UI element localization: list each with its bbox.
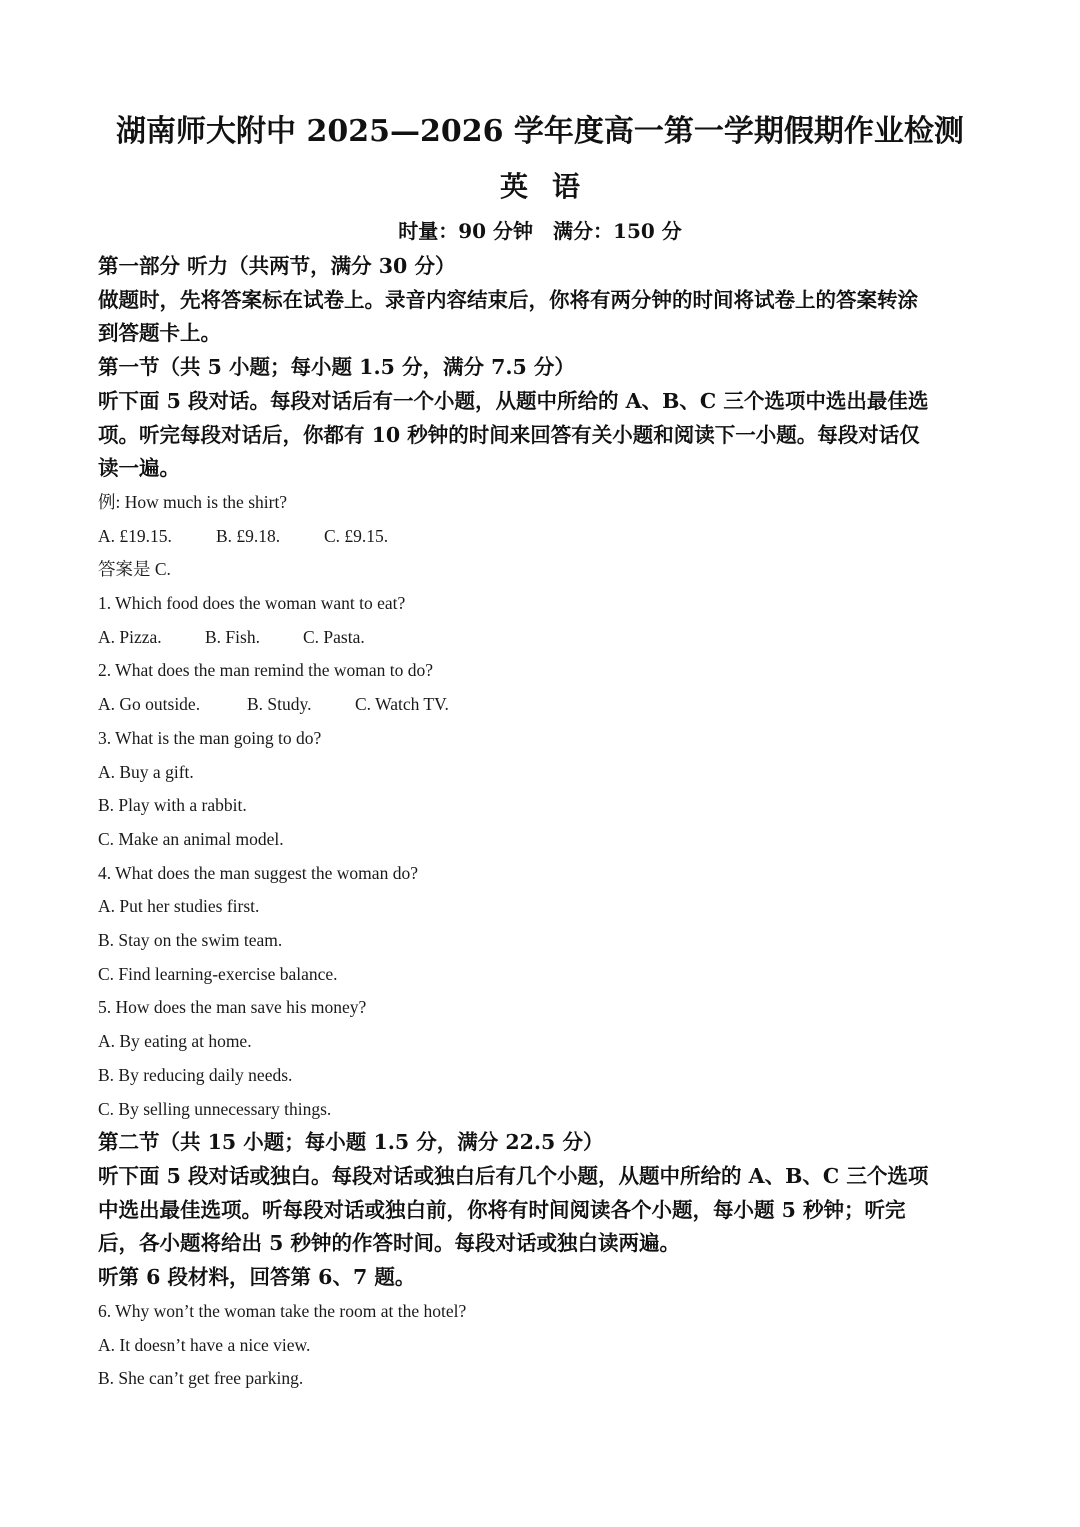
section2-instructions [98, 1160, 978, 1261]
instruction-line: 读一遍。 [98, 456, 180, 481]
instruction-line: 项。听完每段对话后，你都有 10 秒钟的时间来回答有关小题和阅读下一小题。每段对话仅 [98, 422, 920, 447]
example-answer: 答案是 C. [98, 559, 171, 580]
question-4: 4. What does the man suggest the woman do? [98, 862, 418, 883]
option: B. By reducing daily needs. [98, 1064, 293, 1085]
part1-instructions [98, 284, 978, 351]
question-1: 1. Which food does the woman want to eat? [98, 593, 406, 614]
option: C. Find learning-exercise balance. [98, 963, 338, 984]
subject-title: 英语 [499, 170, 604, 203]
instruction-line: 到答题卡上。 [98, 321, 221, 346]
question-3: 3. What is the man going to do? [98, 727, 322, 748]
section2-heading: 第二节（共 15 小题；每小题 1.5 分，满分 22.5 分） [98, 1130, 604, 1155]
option: A. £19.15. [98, 525, 172, 546]
instruction-line: 听下面 5 段对话或独白。每段对话或独白后有几个小题，从题中所给的 A、B、C 三个选项 [98, 1163, 929, 1188]
part1-heading: 第一部分 听力（共两节，满分 30 分） [98, 254, 456, 278]
option: B. Stay on the swim team. [98, 930, 283, 951]
instruction-line: 中选出最佳选项。听每段对话或独白前，你将有时间阅读各个小题，每小题 5 秒钟；听完 [98, 1197, 906, 1222]
option: A. By eating at home. [98, 1031, 252, 1052]
section1-instructions [98, 385, 978, 486]
option: B. Play with a rabbit. [98, 795, 247, 816]
option: B. Fish. [205, 626, 260, 647]
example-options [98, 520, 978, 554]
option: A. Pizza. [98, 626, 162, 647]
option: A. Put her studies first. [98, 896, 260, 917]
option: A. It doesn’t have a nice view. [98, 1334, 311, 1355]
material-heading: 听第 6 段材料，回答第 6、7 题。 [98, 1265, 416, 1290]
question-6: 6. Why won’t the woman take the room at the hotel? [98, 1300, 467, 1321]
option: B. £9.18. [216, 525, 281, 546]
question-2-options [98, 688, 978, 722]
option: A. Buy a gift. [98, 761, 194, 782]
question-1-options [98, 621, 978, 655]
example-question: 例: How much is the shirt? [98, 491, 288, 512]
question-2: 2. What does the man remind the woman to do? [98, 660, 434, 681]
exam-content [98, 250, 978, 1396]
option: B. She can’t get free parking. [98, 1368, 304, 1389]
option: C. Watch TV. [355, 694, 449, 715]
instruction-line: 做题时，先将答案标在试卷上。录音内容结束后，你将有两分钟的时间将试卷上的答案转涂 [98, 287, 918, 312]
option: C. Pasta. [303, 626, 365, 647]
instruction-line: 后，各小题将给出 5 秒钟的作答时间。每段对话或独白读两遍。 [98, 1231, 681, 1256]
option: A. Go outside. [98, 694, 201, 715]
option: B. Study. [247, 694, 312, 715]
section1-heading: 第一节（共 5 小题；每小题 1.5 分，满分 7.5 分） [98, 355, 575, 380]
exam-title: 湖南师大附中 2025—2026 学年度高一第一学期假期作业检测 [116, 114, 964, 149]
question-5: 5. How does the man save his money? [98, 997, 367, 1018]
option: C. £9.15. [324, 525, 389, 546]
option: C. By selling unnecessary things. [98, 1098, 332, 1119]
time-info: 时量：90 分钟 满分：150 分 [398, 219, 682, 243]
instruction-line: 听下面 5 段对话。每段对话后有一个小题，从题中所给的 A、B、C 三个选项中选出最佳选 [98, 388, 929, 413]
option: C. Make an animal model. [98, 828, 284, 849]
